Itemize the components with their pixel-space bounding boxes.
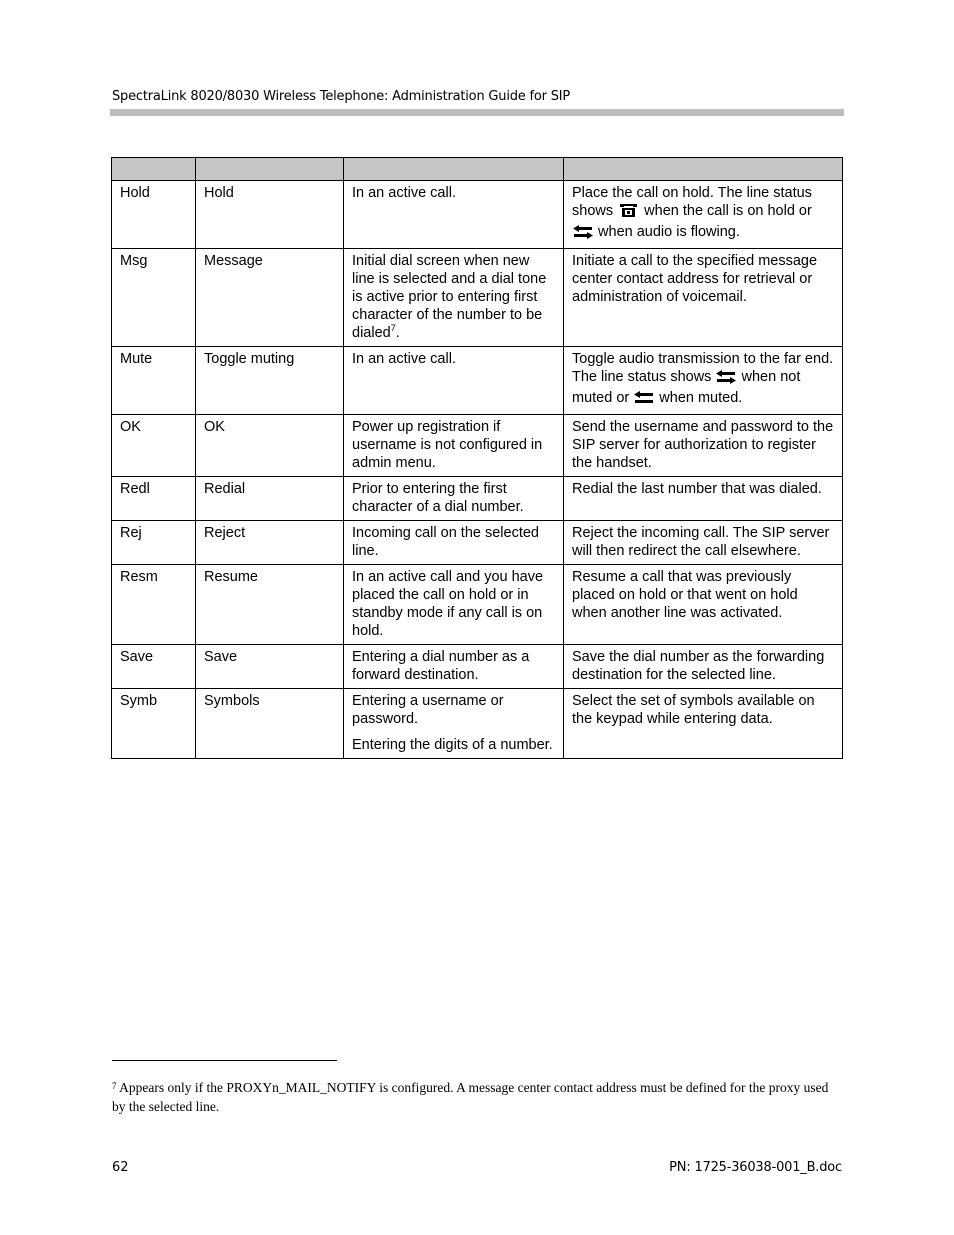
header-cell [344, 158, 564, 181]
function-cell: Reject [196, 521, 344, 565]
description-cell: Send the username and password to the SIP server for authorization to register the handset. [564, 415, 843, 477]
description-cell: Select the set of symbols available on the keypad while entering data. [564, 689, 843, 759]
function-cell: Message [196, 249, 344, 347]
audio-flowing-icon [716, 370, 736, 389]
when-cell: Initial dial screen when new line is selected and a dial tone is active prior to entering first character of the number to be dialed$^7$. [344, 249, 564, 347]
table-row [112, 565, 843, 645]
softkey-cell: OK [112, 415, 196, 477]
function-cell: Toggle muting [196, 347, 344, 415]
softkey-cell: Hold [112, 181, 196, 249]
muted-icon [634, 391, 654, 410]
when-cell: In an active call. [344, 347, 564, 415]
when-cell: Entering a username or password. Entering the digits of a number. [344, 689, 564, 759]
when-cell: In an active call and you have placed the call on hold or in standby mode if any call is on hold. [344, 565, 564, 645]
footnote-reference: 7 [390, 323, 396, 334]
when-cell: Power up registration if username is not configured in admin menu. [344, 415, 564, 477]
phone-on-hold-icon [618, 202, 639, 223]
table-row [112, 645, 843, 689]
document-part-number: PN: 1725-36038-001_B.doc [669, 1160, 842, 1175]
header-cell [564, 158, 843, 181]
footnote: $^7$ Appears only if the PROXYn_MAIL_NOTIFY is configured. A message center contact address must be defined for the proxy used by the selected line. [112, 1080, 829, 1114]
when-cell: In an active call. [344, 181, 564, 249]
footnote-separator [112, 1060, 337, 1061]
softkey-table [111, 157, 843, 759]
function-cell: Redial [196, 477, 344, 521]
audio-flowing-icon [573, 225, 593, 244]
table-row [112, 181, 843, 249]
function-cell: Save [196, 645, 344, 689]
description-cell: Place the call on hold. The line status shows when the call is on hold or when audio is flowing. [564, 181, 843, 249]
table-row [112, 689, 843, 759]
footnote-mark: 7 [112, 1081, 117, 1091]
when-cell: Incoming call on the selected line. [344, 521, 564, 565]
header-cell [196, 158, 344, 181]
softkey-cell: Resm [112, 565, 196, 645]
table-row [112, 477, 843, 521]
description-cell: Redial the last number that was dialed. [564, 477, 843, 521]
when-cell: Entering a dial number as a forward destination. [344, 645, 564, 689]
header-rule [110, 109, 844, 116]
table-row [112, 347, 843, 415]
softkey-cell: Rej [112, 521, 196, 565]
softkey-cell: Mute [112, 347, 196, 415]
description-cell: Reject the incoming call. The SIP server will then redirect the call elsewhere. [564, 521, 843, 565]
running-header: SpectraLink 8020/8030 Wireless Telephone: Administration Guide for SIP [112, 89, 571, 104]
page-number: 62 [112, 1160, 129, 1175]
header-cell [112, 158, 196, 181]
table-header-row [112, 158, 843, 181]
description-cell: Initiate a call to the specified message center contact address for retrieval or administration of voicemail. [564, 249, 843, 347]
function-cell: Hold [196, 181, 344, 249]
function-cell: Resume [196, 565, 344, 645]
when-cell: Prior to entering the first character of a dial number. [344, 477, 564, 521]
description-cell: Toggle audio transmission to the far end. The line status shows when not muted or when muted. [564, 347, 843, 415]
description-cell: Resume a call that was previously placed on hold or that went on hold when another line was activated. [564, 565, 843, 645]
table-row [112, 415, 843, 477]
softkey-cell: Msg [112, 249, 196, 347]
function-cell: Symbols [196, 689, 344, 759]
table-row [112, 521, 843, 565]
table-row [112, 249, 843, 347]
softkey-cell: Redl [112, 477, 196, 521]
softkey-cell: Symb [112, 689, 196, 759]
function-cell: OK [196, 415, 344, 477]
softkey-cell: Save [112, 645, 196, 689]
description-cell: Save the dial number as the forwarding destination for the selected line. [564, 645, 843, 689]
